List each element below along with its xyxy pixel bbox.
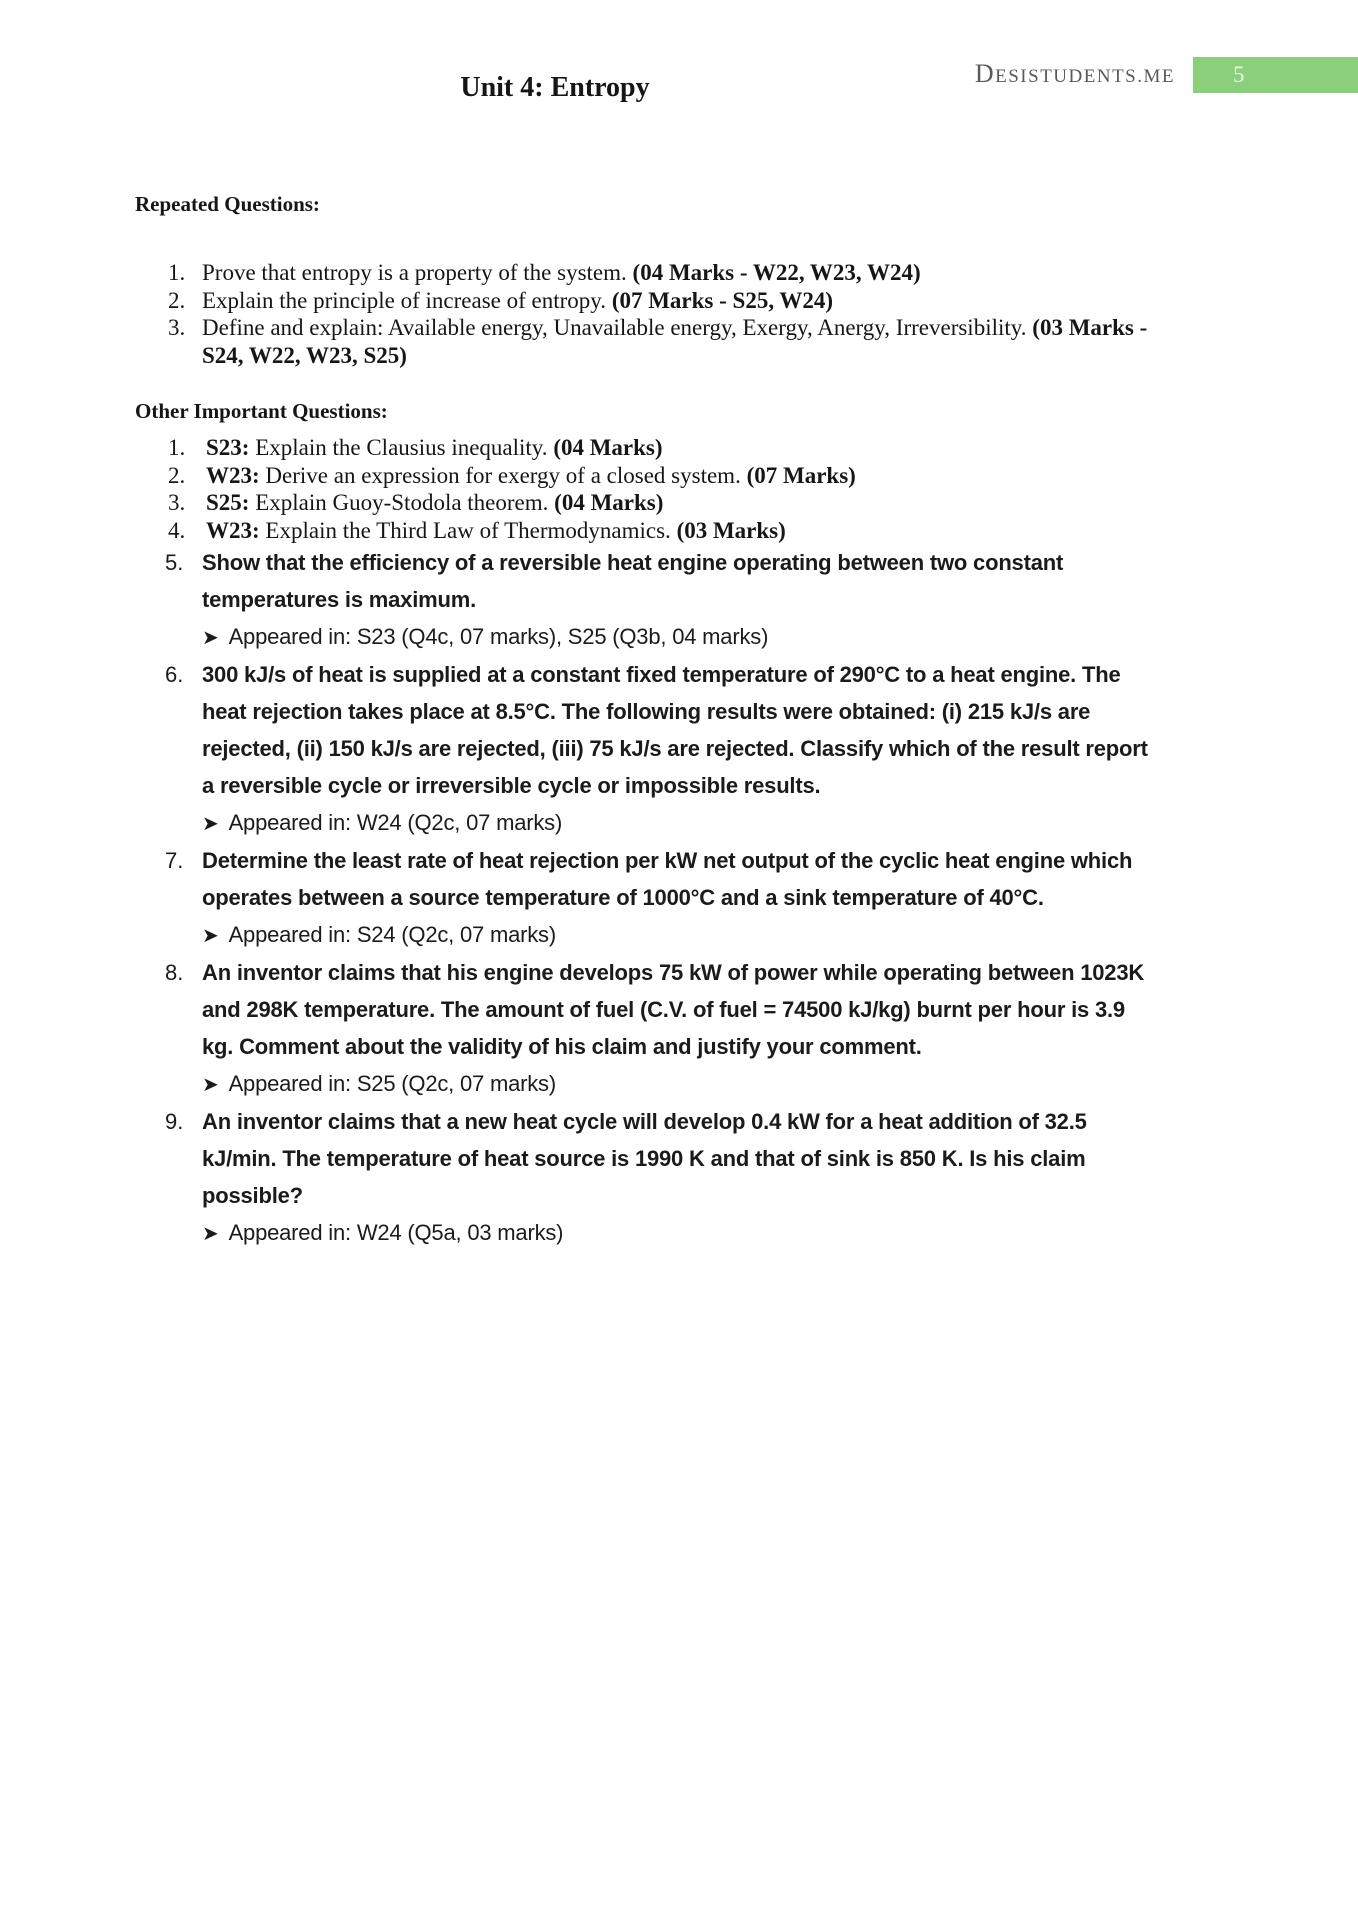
appeared-text: Appeared in: S24 (Q2c, 07 marks): [228, 922, 556, 947]
item-number: 6.: [165, 662, 184, 687]
item-number: 8.: [165, 960, 184, 985]
problem-text: Determine the least rate of heat rejection per kW net output of the cyclic heat engine which operates between a source temperature of 1000°C and a sink temperature of 40°C.: [202, 848, 1133, 910]
item-body: [202, 314, 1152, 369]
item-text: Explain Guoy-Stodola theorem.: [249, 490, 555, 515]
item-marks: (04 Marks): [553, 435, 663, 460]
exam-tag: S23:: [206, 435, 250, 460]
item-body: [202, 656, 1152, 842]
item-body: [206, 517, 1156, 545]
problem-item: [135, 842, 1195, 954]
item-body: [206, 462, 1156, 490]
item-body: [202, 954, 1152, 1103]
item-number: 4.: [168, 517, 186, 543]
arrowhead-icon: ➤: [202, 625, 219, 649]
list-item: [135, 462, 1195, 490]
item-text: Explain the principle of increase of entropy.: [202, 287, 612, 313]
item-body: [206, 489, 1156, 517]
repeated-questions-list: [135, 259, 1195, 369]
appeared-text: Appeared in: W24 (Q5a, 03 marks): [228, 1220, 564, 1245]
item-marks: (07 Marks): [746, 462, 856, 488]
item-text: Derive an expression for exergy of a closed system.: [259, 462, 747, 488]
item-text: Explain the Third Law of Thermodynamics.: [259, 517, 677, 543]
list-item: [135, 314, 1195, 369]
arrowhead-icon: ➤: [202, 1221, 219, 1245]
appeared-line: [202, 1214, 1152, 1252]
arrowhead-icon: ➤: [202, 811, 219, 835]
item-marks: (07 Marks - S25, W24): [611, 287, 834, 313]
item-text: Define and explain: Available energy, Unavailable energy, Exergy, Anergy, Irreversibility.: [202, 315, 1033, 340]
appeared-text: Appeared in: W24 (Q2c, 07 marks): [228, 810, 563, 835]
item-body: [202, 1103, 1152, 1252]
item-text: Explain the Clausius inequality.: [249, 435, 554, 460]
item-marks: (03 Marks): [676, 517, 786, 543]
item-body: [202, 287, 1152, 315]
problem-item: [135, 656, 1195, 842]
problem-item: [135, 954, 1195, 1103]
item-number: 1.: [168, 260, 186, 285]
section-heading-other: Other Important Questions:: [135, 399, 388, 423]
content: [135, 192, 1195, 1252]
list-item: [135, 489, 1195, 517]
item-marks: (04 Marks): [554, 490, 664, 515]
list-item: [135, 517, 1195, 545]
appeared-line: [202, 1065, 1152, 1103]
appeared-line: [202, 618, 1152, 656]
item-text: Prove that entropy is a property of the system.: [202, 260, 633, 285]
item-number: 2.: [168, 287, 186, 313]
item-body: [202, 259, 1152, 287]
arrowhead-icon: ➤: [202, 1072, 219, 1096]
other-questions-problem-list: [135, 544, 1195, 1252]
list-item: [135, 434, 1195, 462]
item-body: [202, 544, 1152, 656]
page-number-badge: [1193, 57, 1358, 93]
exam-tag: W23:: [206, 462, 260, 488]
item-number: 5.: [165, 550, 184, 575]
problem-text: An inventor claims that a new heat cycle will develop 0.4 kW for a heat addition of 32.5 kJ/min. The temperature of heat source is 1990 K and that of sink is 850 K. Is his claim possible?: [202, 1109, 1087, 1208]
other-questions-exam-list: [135, 434, 1195, 544]
page-title: Unit 4: Entropy: [460, 72, 650, 103]
item-number: 9.: [165, 1109, 184, 1134]
list-item: [135, 287, 1195, 315]
site-name: DESISTUDENTS.ME: [974, 58, 1175, 88]
exam-tag: S25:: [206, 490, 250, 515]
arrowhead-icon: ➤: [202, 923, 219, 947]
item-marks: (04 Marks - W22, W23, W24): [632, 260, 921, 285]
item-number: 7.: [165, 848, 184, 873]
page-header: [0, 57, 1358, 93]
item-number: 1.: [168, 435, 186, 460]
item-number: 3.: [168, 490, 186, 515]
problem-text: An inventor claims that his engine develops 75 kW of power while operating between 1023K and 298K temperature. The amount of fuel (C.V. of fuel = 74500 kJ/kg) burnt per hour is 3.9 kg. Comment about the validity of his claim and justify your comment.: [202, 960, 1145, 1059]
problem-item: [135, 1103, 1195, 1252]
item-body: [202, 842, 1152, 954]
exam-tag: W23:: [206, 517, 260, 543]
appeared-text: Appeared in: S23 (Q4c, 07 marks), S25 (Q3b, 04 marks): [228, 624, 769, 649]
appeared-text: Appeared in: S25 (Q2c, 07 marks): [228, 1071, 556, 1096]
page-number: 5: [1233, 62, 1245, 87]
item-number: 2.: [168, 462, 186, 488]
item-number: 3.: [168, 315, 186, 340]
problem-text: Show that the efficiency of a reversible heat engine operating between two constant temperatures is maximum.: [202, 550, 1064, 612]
item-body: [206, 434, 1156, 462]
item-marks: (03 Marks - S24, W22, W23, S25): [202, 315, 1148, 368]
problem-item: [135, 544, 1195, 656]
problem-text: 300 kJ/s of heat is supplied at a constant fixed temperature of 290°C to a heat engine. The heat rejection takes place at 8.5°C. The following results were obtained: (i) 215 kJ/s are rejected, (ii) 150 kJ/s are rejected, (iii) 75 kJ/s are rejected. Classify which of the result report a reversible cycle or irreversible cycle or impossible results.: [202, 662, 1148, 798]
appeared-line: [202, 916, 1152, 954]
appeared-line: [202, 804, 1152, 842]
list-item: [135, 259, 1195, 287]
section-heading-repeated: Repeated Questions:: [135, 192, 320, 216]
